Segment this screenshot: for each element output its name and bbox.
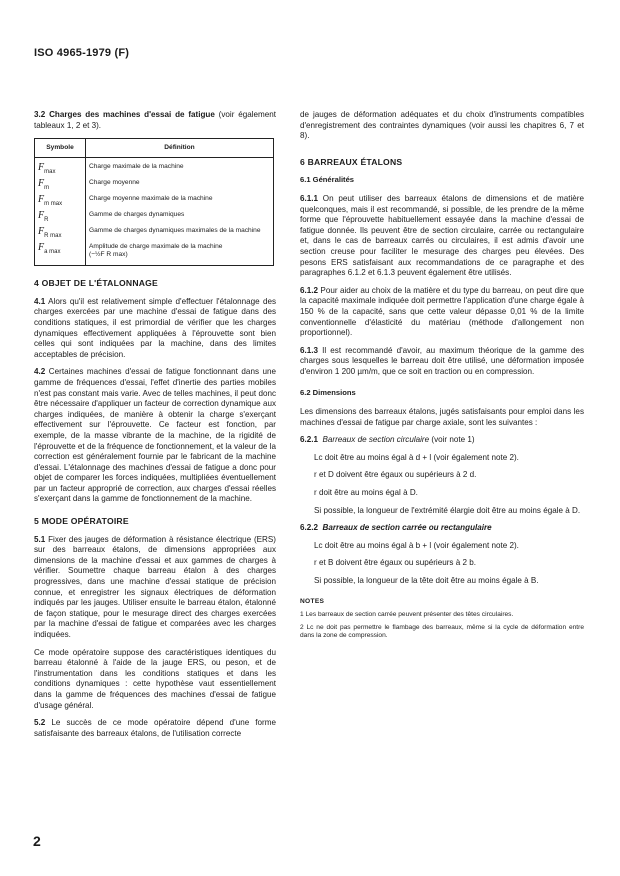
section-6-2-1-title: Barreaux de section circulaire: [322, 435, 430, 445]
table-header-row: [35, 139, 274, 158]
paragraph-4-2: [34, 367, 276, 505]
section-4-title: 4 OBJET DE L'ÉTALONNAGE: [34, 278, 158, 289]
right-column: [300, 110, 584, 644]
table-row: [35, 194, 274, 210]
paragraph-5-1-number: 5.1: [34, 534, 46, 544]
table-definition: Charge moyenne: [86, 178, 274, 194]
paragraph-mode-operatoire: Ce mode opératoire suppose des caractéristiques identiques du barreau étalonné à l'aide de la jauge ERS, ou peson, et de l'instrumentation dans les conditions statiques et dans les conditions dynamiques : cette hypothèse vaut essentiellement dans la gamme de fréquences des machines d'essai de fatigue d'usage général.: [34, 647, 276, 710]
paragraph-6-1-1: [300, 194, 584, 279]
paragraph-5-2: [34, 718, 276, 739]
table-symbol: [35, 242, 86, 266]
note-2: 2 Lc ne doit pas permettre le flambage des barreaux, même si la cycle de déformation entre dans la zone de compression.: [300, 623, 584, 639]
table-definition: Charge maximale de la machine: [86, 158, 274, 179]
paragraph-4-1-text: Alors qu'il est relativement simple d'effectuer l'étalonnage des charges exercées par une machine d'essai de fatigue dans des conditions statiques, il est primordial de vérifier que les charges dynamiques effectivement appliquées à l'éprouvette sont bien celles qui sont indiquées par la machine, dans des limites acceptables de précision.: [34, 296, 276, 359]
symbol-letter: F: [38, 210, 45, 222]
table-definition: Charge moyenne maximale de la machine: [86, 194, 274, 210]
paragraph-6-1-2: [300, 286, 584, 339]
table-symbol: [35, 158, 86, 179]
paragraph-4-2-number: 4.2: [34, 367, 46, 377]
definition-formula: (−½F R max): [89, 251, 128, 259]
table-header-definition: Définition: [86, 139, 274, 158]
rect-rule-lc: Lc doit être au moins égal à b + l (voir également note 2).: [314, 540, 519, 550]
section-3-2-note: (voir également tableaux 1, 2 et 3).: [34, 110, 276, 130]
page-number: 2: [33, 833, 41, 849]
paragraph-6-1-1-text: On peut utiliser des barreaux étalons de dimensions et de matière quelconques, mais il est recommandé, si possible, de les prendre de la même forme que l'éprouvette habituellement essayée dans la machine d'essai de fatigue donnée. Ils peuvent être de section circulaire, carrée ou rectangulaire et, dans le cas de barreaux carrés ou circulaires, il est admis d'avoir une section creuse pour faciliter le mesurage des charges peu élevées. Des pesons ERS satisfaisant aux recommandations de ce paragraphe et des paragraphes 6.1.2 et 6.1.3 peuvent également être utilisés.: [300, 193, 584, 278]
symbol-letter: F: [38, 242, 45, 254]
section-3-2-number: 3.2: [34, 110, 46, 119]
section-6-2-title: 6.2 Dimensions: [300, 388, 356, 398]
paragraph-5-1-text: Fixer des jauges de déformation à résistance électrique (ERS) sur des barreaux étalons, de dimensions appropriées aux dimensions de la machine d'essai et aux gammes de charges à vérifier. Soumettre chaque barreau étalon à des charges progressives, dans une machine d'essai statique de précision connue, et enregistrer les signaux électriques de déformation indiqués par les jauges. Utiliser ensuite le barreau étalon, étalonné de façon statique, pour le mesurage direct des charges exercées par la machine d'essai de fatigue et comparées avec les charges indiquées.: [34, 534, 276, 639]
paragraph-5-2-text: Le succès de ce mode opératoire dépend d'une forme satisfaisante des barreaux étalons, de l'utilisation correcte: [34, 718, 276, 738]
symbol-subscript: max: [44, 169, 56, 176]
left-column: [34, 110, 276, 746]
paragraph-5-2-continued: de jauges de déformation adéquates et du choix d'instruments compatibles d'enregistrement des contraintes dynamiques (voir aussi les chapitres 6, 7 et 8).: [300, 110, 584, 141]
section-6-2-2-number: 6.2.2: [300, 523, 319, 533]
section-6-2-1-note: (voir note 1): [429, 435, 475, 445]
table-definition: Gamme de charges dynamiques maximales de la machine: [86, 226, 274, 242]
symbol-letter: F: [38, 194, 45, 206]
paragraph-6-1-2-number: 6.1.2: [300, 285, 319, 295]
paragraph-6-2: Les dimensions des barreaux étalons, jugés satisfaisants pour emploi dans les machines d'essai de fatigue par charge axiale, sont les suivantes :: [300, 407, 584, 427]
table-header-symbol: Symbole: [35, 139, 86, 158]
paragraph-5-1: [34, 535, 276, 641]
paragraph-6-1-3-text: Il est recommandé d'avoir, au maximum théorique de la gamme des charges sous lesquelles le barreau doit être utilisé, une déformation imposée d'environ 1 200 µm/m, que ce soit en traction ou en compression.: [300, 345, 584, 376]
symbol-letter: F: [38, 162, 45, 174]
section-6-2-2-title: Barreaux de section carrée ou rectangulaire: [322, 523, 492, 533]
paragraph-4-2-text: Certaines machines d'essai de fatigue fonctionnant dans une gamme de fréquences d'essai, l'effet d'inertie des parties mobiles n'est pas constant mais varie. Avec de telles machines, il peut donc être nécessaire d'appliquer un facteur de correction dynamique aux charges indiquées, de manière à obtenir la charge s'exerçant effectivement sur l'éprouvette. Ce facteur est fonction, par exemple, de la masse vibrante de la machine, de la rigidité de l'éprouvette et de la fréquence de fonctionnement, et la valeur de la correction est généralement fournie par le fabricant de la machine d'essai. L'étalonnage des machines d'essai de fatigue a donc pour objet de comparer les forces indiquées, multipliées éventuellement par un facteur approprié de correction, aux charges d'essai réelles s'exerçant dans la gamme de fonctionnement de la machine.: [34, 367, 276, 504]
table-symbol: [35, 178, 86, 194]
circular-rule-r-d: r et D doivent être égaux ou supérieurs à 2 d.: [314, 470, 477, 480]
table-symbol: [35, 226, 86, 242]
symbol-subscript: m: [44, 185, 50, 192]
symbols-table: [34, 138, 274, 266]
paragraph-4-1: [34, 297, 276, 361]
table-definition: Gamme de charges dynamiques: [86, 210, 274, 226]
circular-rule-length: Si possible, la longueur de l'extrémité élargie doit être au moins égale à D.: [314, 505, 581, 515]
table-row: [35, 242, 274, 266]
table-row: [35, 158, 274, 179]
paragraph-6-1-2-text: Pour aider au choix de la matière et du type du barreau, on peut dire que la capacité maximale indiquée doit permettre l'application d'une charge égale à 150 % de la capacité, sans que cette valeur dépasse 0,01 % de la limite conventionnelle d'élasticité du matériau (méthode d'allongement non proportionnel).: [300, 285, 584, 338]
paragraph-5-2-number: 5.2: [34, 718, 46, 728]
table-row: [35, 226, 274, 242]
section-6-2-1: [300, 435, 584, 446]
table-row: [35, 178, 274, 194]
table-symbol: [35, 210, 86, 226]
paragraph-6-1-3-number: 6.1.3: [300, 345, 319, 355]
section-6-title: 6 BARREAUX ÉTALONS: [300, 156, 403, 167]
paragraph-4-1-number: 4.1: [34, 296, 46, 306]
table-symbol: [35, 194, 86, 210]
paragraph-6-1-1-number: 6.1.1: [300, 193, 319, 203]
symbol-letter: F: [38, 178, 45, 190]
section-6-1-title: 6.1 Généralités: [300, 175, 355, 185]
rect-rule-r-b: r et B doivent être égaux ou supérieurs à 2 b.: [314, 558, 476, 568]
definition-text: Amplitude de charge maximale de la machine: [89, 243, 223, 251]
note-1: 1 Les barreaux de section carrée peuvent présenter des têtes circulaires.: [300, 611, 514, 619]
symbol-letter: F: [38, 226, 45, 238]
notes-title: NOTES: [300, 597, 325, 605]
paragraph-6-1-3: [300, 346, 584, 378]
section-6-2-1-number: 6.2.1: [300, 435, 319, 445]
circular-rule-r: r doit être au moins égal à D.: [314, 488, 418, 498]
section-5-title: 5 MODE OPÉRATOIRE: [34, 516, 129, 527]
circular-rule-lc: Lc doit être au moins égal à d + l (voir également note 2).: [314, 452, 519, 462]
page-header: ISO 4965-1979 (F): [34, 47, 130, 59]
section-3-2: [34, 110, 276, 131]
symbol-subscript: m max: [44, 201, 63, 208]
symbol-subscript: a max: [44, 249, 61, 256]
symbol-subscript: R: [44, 217, 49, 224]
table-definition: [86, 242, 274, 266]
symbol-subscript: R max: [44, 233, 62, 240]
section-3-2-title: Charges des machines d'essai de fatigue: [49, 110, 215, 119]
rect-rule-length: Si possible, la longueur de la tête doit être au moins égale à B.: [314, 576, 539, 585]
table-row: [35, 210, 274, 226]
section-6-2-2: [300, 523, 584, 534]
